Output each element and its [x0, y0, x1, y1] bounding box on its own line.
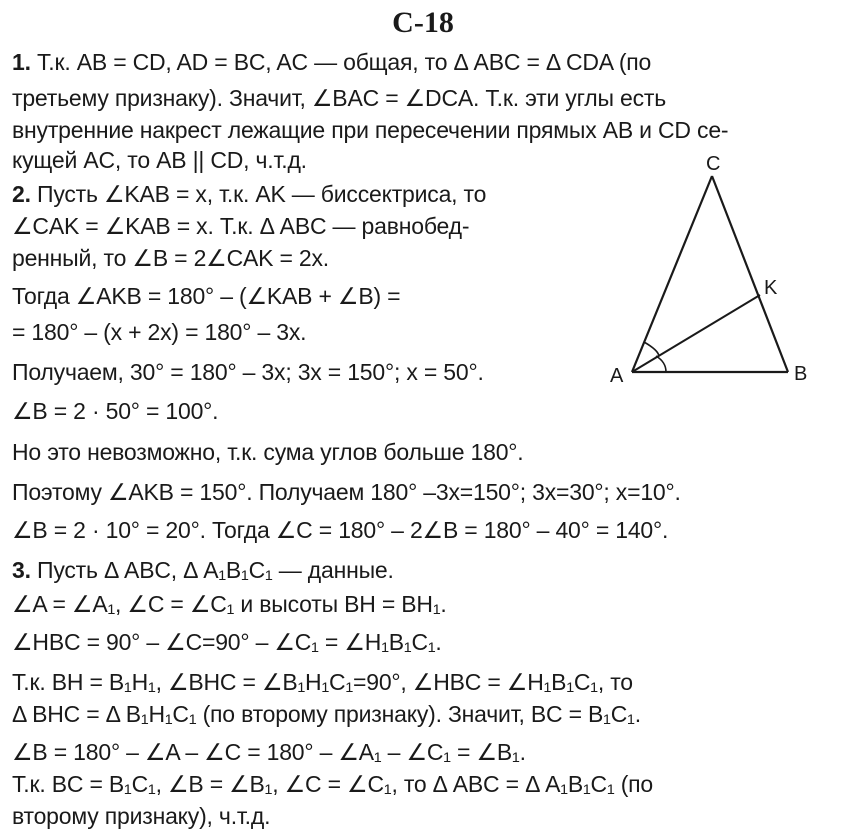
vertex-label-b: B: [794, 363, 808, 385]
line-text: ∠A = ∠A₁, ∠C = ∠C₁ и высоты BH = BH₁.: [12, 591, 447, 617]
line-text: второму признаку), ч.т.д.: [12, 803, 271, 829]
line-text: третьему признаку). Значит, ∠BAC = ∠DCA. Т.к. эти углы есть: [12, 85, 667, 111]
text-line: [12, 397, 218, 425]
angle-arc-kab: [656, 356, 666, 372]
text-line: [12, 516, 668, 544]
line-text: = 180° – (x + 2x) = 180° – 3x.: [12, 319, 307, 345]
text-line: [12, 478, 681, 506]
vertex-label-k: K: [764, 277, 778, 299]
side-cb: [712, 176, 788, 372]
text-line: [12, 738, 526, 766]
bisector-ak: [632, 295, 760, 372]
line-text: Пусть Δ ABC, Δ A₁B₁C₁ — данные.: [30, 557, 394, 583]
text-line: [12, 146, 307, 174]
line-text: ∠HBC = 90° – ∠C=90° – ∠C₁ = ∠H₁B₁C₁.: [12, 629, 442, 655]
text-line: [12, 318, 306, 346]
vertex-label-a: A: [610, 365, 624, 387]
line-text: ренный, то ∠B = 2∠CAK = 2x.: [12, 245, 329, 271]
line-text: Δ BHC = Δ B₁H₁C₁ (по второму признаку). Значит, BC = B₁C₁.: [12, 701, 641, 727]
line-text: внутренние накрест лежащие при пересечении прямых AB и CD се-: [12, 117, 729, 143]
text-line: [12, 802, 270, 830]
line-text: кущей AC, то AB || CD, ч.т.д.: [12, 147, 307, 173]
text-line: [12, 116, 728, 144]
text-line: [12, 770, 653, 798]
line-text: Получаем, 30° = 180° – 3x; 3x = 150°; x = 50°.: [12, 359, 484, 385]
text-line: [12, 556, 394, 584]
line-text: Но это невозможно, т.к. сума углов больше 180°.: [12, 439, 524, 465]
line-text: Т.к. BH = B₁H₁, ∠BHC = ∠B₁H₁C₁=90°, ∠HBC = ∠H₁B₁C₁, то: [12, 669, 633, 695]
item-number: 3.: [12, 557, 31, 583]
item-number: 1.: [12, 49, 31, 75]
text-line: [12, 48, 651, 76]
line-text: ∠B = 2 · 10° = 20°. Тогда ∠C = 180° – 2∠B = 180° – 40° = 140°.: [12, 517, 669, 543]
text-line: [12, 84, 666, 112]
text-line: [12, 668, 633, 696]
line-text: Поэтому ∠AKB = 150°. Получаем 180° –3x=150°; 3x=30°; x=10°.: [12, 479, 681, 505]
line-text: ∠CAK = ∠KAB = x. Т.к. Δ ABC — равнобед-: [12, 213, 470, 239]
line-text: ∠B = 180° – ∠A – ∠C = 180° – ∠A₁ – ∠C₁ = ∠B₁.: [12, 739, 526, 765]
text-line: [12, 700, 641, 728]
text-line: [12, 244, 329, 272]
vertex-label-c: C: [706, 153, 721, 175]
text-line: [12, 628, 442, 656]
page-title: С-18: [392, 6, 454, 39]
line-text: Тогда ∠AKB = 180° – (∠KAB + ∠B) =: [12, 283, 401, 309]
text-line: [12, 590, 447, 618]
text-line: [12, 358, 484, 386]
triangle-figure: [600, 150, 820, 390]
angle-arc-cak: [644, 342, 659, 356]
item-number: 2.: [12, 181, 31, 207]
line-text: Т.к. AB = CD, AD = BC, AC — общая, то Δ ABC = Δ CDA (по: [30, 49, 652, 75]
line-text: ∠B = 2 · 50° = 100°.: [12, 398, 219, 424]
text-line: [12, 212, 469, 240]
text-line: [12, 180, 486, 208]
text-line: [12, 282, 400, 310]
line-text: Пусть ∠KAB = x, т.к. AK — биссектриса, то: [30, 181, 487, 207]
line-text: Т.к. BC = B₁C₁, ∠B = ∠B₁, ∠C = ∠C₁, то Δ ABC = Δ A₁B₁C₁ (по: [12, 771, 654, 797]
text-line: [12, 438, 524, 466]
